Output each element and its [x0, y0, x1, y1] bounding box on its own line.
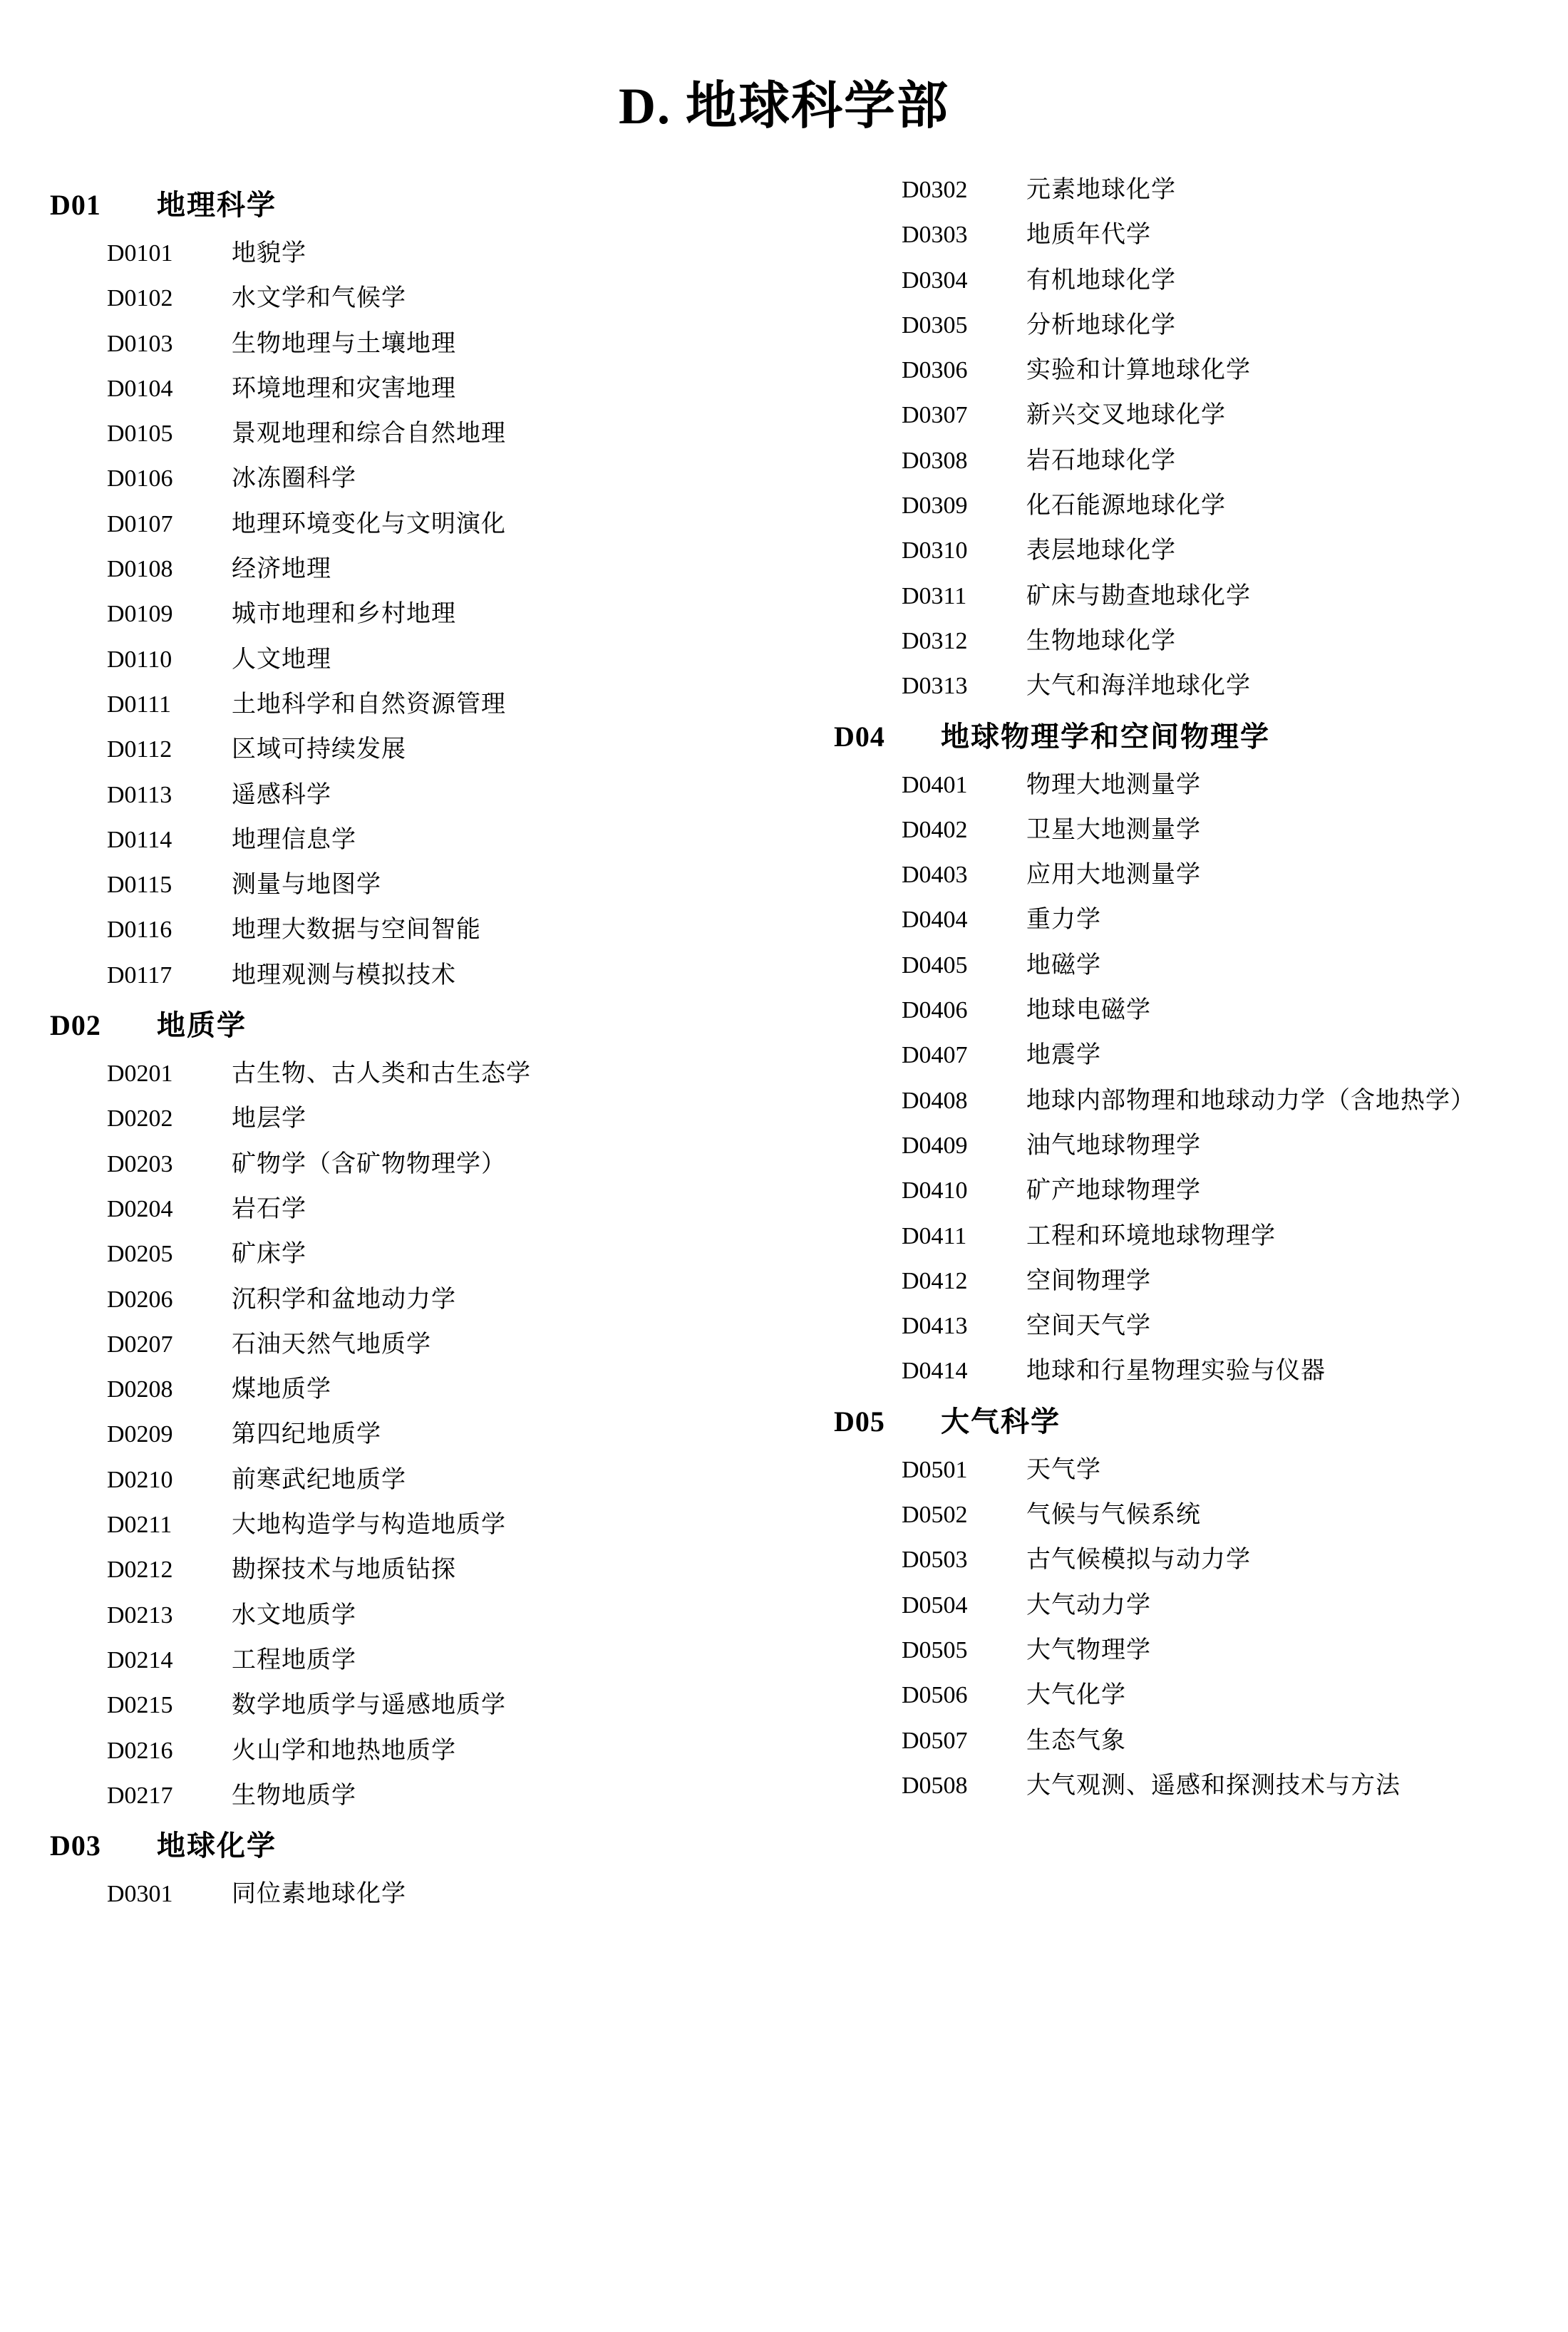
entry-code: D0412: [902, 1267, 968, 1294]
entry-code: D0306: [902, 357, 968, 384]
section-header: [50, 1823, 763, 1864]
entry-code: D0202: [107, 1105, 173, 1133]
entry-code: D0107: [107, 510, 173, 537]
entry-code: D0309: [902, 492, 968, 520]
section-header: [50, 182, 763, 223]
section-code: D02: [50, 1009, 101, 1042]
entry-name: 煤地质学: [232, 1376, 331, 1403]
list-item: [834, 488, 1518, 523]
entry-name: 空间物理学: [1026, 1267, 1151, 1294]
entry-name: 古气候模拟与动力学: [1026, 1547, 1251, 1574]
entry-code: D0203: [107, 1150, 173, 1177]
entry-name: 表层地球化学: [1026, 537, 1176, 564]
entry-name: 勘探技术与地质钻探: [232, 1557, 456, 1584]
list-item: [50, 1733, 763, 1768]
list-item: [50, 1101, 763, 1136]
list-item: [50, 1462, 763, 1497]
entry-code: D0101: [107, 240, 173, 267]
list-item: [50, 1778, 763, 1813]
discipline-section: [834, 172, 1518, 704]
list-item: [834, 1128, 1518, 1163]
list-item: [50, 507, 763, 542]
entry-code: D0508: [902, 1772, 968, 1799]
two-column-layout: [50, 172, 1518, 1921]
entry-code: D0102: [107, 285, 173, 312]
entry-name: 遥感科学: [232, 781, 331, 808]
entry-code: D0311: [902, 582, 967, 609]
list-item: [834, 1678, 1518, 1713]
entry-name: 古生物、古人类和古生态学: [232, 1061, 531, 1088]
list-item: [50, 1282, 763, 1317]
entry-code: D0110: [107, 646, 172, 673]
entry-name: 环境地理和灾害地理: [232, 375, 456, 402]
entry-name: 地质年代学: [1026, 222, 1151, 249]
entry-name: 经济地理: [232, 556, 331, 583]
entry-code: D0304: [902, 267, 968, 294]
entry-name: 地理观测与模拟技术: [232, 961, 456, 989]
list-item: [50, 1372, 763, 1407]
entry-code: D0113: [107, 781, 172, 808]
entry-code: D0307: [902, 402, 968, 429]
entry-code: D0201: [107, 1061, 173, 1088]
entry-name: 矿物学（含矿物物理学）: [232, 1150, 506, 1177]
list-item: [50, 1147, 763, 1182]
entry-name: 空间天气学: [1026, 1313, 1151, 1340]
list-item: [50, 461, 763, 496]
entry-code: D0409: [902, 1132, 968, 1159]
entry-code: D0112: [107, 736, 172, 763]
entry-code: D0402: [902, 816, 968, 843]
list-item: [50, 1056, 763, 1091]
entry-code: D0413: [902, 1313, 968, 1340]
entry-code: D0217: [107, 1782, 173, 1809]
entry-code: D0210: [107, 1466, 173, 1493]
list-item: [834, 579, 1518, 614]
entry-name: 测量与地图学: [232, 872, 381, 899]
entry-code: D0117: [107, 961, 172, 989]
list-item: [50, 1327, 763, 1362]
entry-code: D0216: [107, 1737, 173, 1764]
entry-name: 第四纪地质学: [232, 1421, 381, 1448]
list-item: [834, 1173, 1518, 1208]
entry-code: D0111: [107, 691, 172, 718]
entry-code: D0208: [107, 1376, 173, 1403]
entry-name: 地球和行星物理实验与仪器: [1026, 1358, 1326, 1385]
entry-name: 地理环境变化与文明演化: [232, 510, 506, 537]
entry-name: 地磁学: [1026, 951, 1101, 979]
page-title: D. 地球科学部: [619, 78, 949, 135]
list-item: [834, 443, 1518, 478]
entry-name: 生态气象: [1026, 1727, 1126, 1754]
list-item: [834, 993, 1518, 1028]
list-item: [834, 1497, 1518, 1532]
list-item: [834, 172, 1518, 207]
section-name: 地球化学: [157, 1830, 277, 1862]
entry-name: 岩石地球化学: [1026, 447, 1176, 474]
entry-name: 生物地理与土壤地理: [232, 330, 456, 357]
list-item: [50, 642, 763, 677]
list-item: [834, 1633, 1518, 1668]
entry-name: 地层学: [232, 1105, 306, 1133]
entry-code: D0503: [902, 1547, 968, 1574]
entry-name: 冰冻圈科学: [232, 465, 356, 492]
list-item: [834, 263, 1518, 298]
entry-name: 数学地质学与遥感地质学: [232, 1692, 506, 1719]
entry-code: D0215: [107, 1692, 173, 1719]
discipline-section: [50, 1823, 763, 1911]
list-item: [50, 912, 763, 947]
entry-name: 有机地球化学: [1026, 267, 1176, 294]
section-name: 大气科学: [941, 1405, 1061, 1438]
entry-name: 地震学: [1026, 1042, 1101, 1069]
entry-code: D0109: [107, 601, 173, 628]
entry-name: 应用大地测量学: [1026, 862, 1201, 889]
entry-name: 重力学: [1026, 907, 1101, 934]
entry-name: 地理大数据与空间智能: [232, 917, 481, 944]
list-item: [834, 1083, 1518, 1118]
entry-name: 大气观测、遥感和探测技术与方法: [1026, 1772, 1401, 1799]
list-item: [834, 1588, 1518, 1623]
entry-name: 大地构造学与构造地质学: [232, 1512, 506, 1539]
list-item: [834, 669, 1518, 703]
entry-name: 实验和计算地球化学: [1026, 357, 1251, 384]
entry-code: D0405: [902, 951, 968, 979]
list-item: [834, 948, 1518, 983]
entry-code: D0403: [902, 862, 968, 889]
list-item: [50, 326, 763, 361]
list-item: [50, 958, 763, 993]
entry-code: D0305: [902, 311, 968, 339]
list-item: [834, 768, 1518, 803]
entry-name: 矿产地球物理学: [1026, 1177, 1201, 1204]
discipline-section: [50, 1003, 763, 1813]
entry-code: D0211: [107, 1512, 172, 1539]
list-item: [50, 1192, 763, 1227]
section-header: [834, 714, 1518, 755]
list-item: [50, 1237, 763, 1271]
entry-name: 同位素地球化学: [232, 1881, 406, 1908]
entry-code: D0106: [107, 465, 173, 492]
list-item: [834, 1264, 1518, 1299]
entry-name: 大气化学: [1026, 1682, 1126, 1709]
list-item: [834, 857, 1518, 892]
list-item: [50, 236, 763, 271]
entry-name: 大气物理学: [1026, 1636, 1151, 1663]
entry-name: 土地科学和自然资源管理: [232, 691, 506, 718]
entry-name: 大气动力学: [1026, 1591, 1151, 1619]
entry-code: D0303: [902, 222, 968, 249]
section-header: [50, 1003, 763, 1043]
entry-name: 地球内部物理和地球动力学（含地热学）: [1026, 1087, 1475, 1114]
entry-name: 生物地球化学: [1026, 627, 1176, 654]
discipline-section: [834, 1399, 1518, 1803]
entry-name: 人文地理: [232, 646, 331, 673]
list-item: [834, 624, 1518, 659]
entry-code: D0108: [107, 556, 173, 583]
list-item: [50, 1552, 763, 1587]
entry-name: 火山学和地热地质学: [232, 1737, 456, 1764]
list-item: [834, 1309, 1518, 1343]
section-name: 地球物理学和空间物理学: [941, 720, 1270, 753]
entry-code: D0116: [107, 917, 172, 944]
entry-name: 水文地质学: [232, 1601, 356, 1629]
entry-code: D0115: [107, 872, 172, 899]
entry-code: D0414: [902, 1358, 968, 1385]
entry-name: 水文学和气候学: [232, 285, 406, 312]
section-code: D01: [50, 189, 101, 221]
entry-code: D0312: [902, 627, 968, 654]
entry-code: D0301: [107, 1881, 173, 1908]
list-item: [50, 1643, 763, 1678]
list-item: [50, 1417, 763, 1452]
entry-code: D0205: [107, 1241, 173, 1268]
list-item: [834, 217, 1518, 252]
list-item: [834, 1353, 1518, 1388]
entry-code: D0408: [902, 1087, 968, 1114]
section-code: D05: [834, 1405, 885, 1438]
entry-code: D0313: [902, 673, 968, 700]
entry-code: D0212: [107, 1557, 173, 1584]
list-item: [834, 812, 1518, 847]
entry-name: 景观地理和综合自然地理: [232, 421, 506, 448]
discipline-section: [50, 182, 763, 993]
entry-code: D0103: [107, 330, 173, 357]
entry-code: D0213: [107, 1601, 173, 1629]
left-column: [50, 172, 784, 1921]
entry-name: 地貌学: [232, 240, 306, 267]
list-item: [50, 822, 763, 857]
entry-name: 化石能源地球化学: [1026, 492, 1226, 520]
list-item: [50, 281, 763, 316]
entry-name: 矿床与勘查地球化学: [1026, 582, 1251, 609]
list-item: [50, 597, 763, 631]
section-code: D04: [834, 720, 885, 753]
list-item: [834, 1542, 1518, 1577]
entry-code: D0502: [902, 1502, 968, 1529]
entry-code: D0506: [902, 1682, 968, 1709]
discipline-section: [834, 714, 1518, 1389]
entry-name: 天气学: [1026, 1456, 1101, 1483]
entry-code: D0206: [107, 1286, 173, 1313]
list-item: [50, 687, 763, 722]
list-item: [50, 867, 763, 902]
list-item: [50, 1688, 763, 1723]
entry-code: D0411: [902, 1222, 967, 1249]
list-item: [834, 533, 1518, 568]
entry-code: D0501: [902, 1456, 968, 1483]
list-item: [50, 778, 763, 812]
entry-code: D0204: [107, 1195, 173, 1222]
entry-code: D0214: [107, 1646, 173, 1673]
list-item: [834, 1723, 1518, 1758]
list-item: [50, 1877, 763, 1911]
list-item: [834, 902, 1518, 937]
entry-name: 油气地球物理学: [1026, 1132, 1201, 1159]
entry-name: 矿床学: [232, 1241, 306, 1268]
list-item: [834, 1768, 1518, 1803]
entry-name: 地球电磁学: [1026, 997, 1151, 1024]
entry-name: 物理大地测量学: [1026, 771, 1201, 798]
entry-code: D0308: [902, 447, 968, 474]
entry-code: D0406: [902, 997, 968, 1024]
entry-code: D0105: [107, 421, 173, 448]
entry-name: 卫星大地测量学: [1026, 816, 1201, 843]
entry-code: D0209: [107, 1421, 173, 1448]
right-column: [784, 172, 1518, 1813]
entry-name: 石油天然气地质学: [232, 1331, 431, 1358]
entry-code: D0505: [902, 1636, 968, 1663]
entry-name: 沉积学和盆地动力学: [232, 1286, 456, 1313]
section-name: 地质学: [157, 1009, 247, 1042]
entry-name: 气候与气候系统: [1026, 1502, 1201, 1529]
entry-code: D0302: [902, 177, 968, 203]
entry-code: D0404: [902, 907, 968, 934]
section-header: [834, 1399, 1518, 1440]
list-item: [834, 308, 1518, 343]
entry-code: D0504: [902, 1591, 968, 1619]
entry-name: 大气和海洋地球化学: [1026, 673, 1251, 700]
list-item: [834, 1453, 1518, 1487]
list-item: [834, 353, 1518, 388]
entry-name: 区域可持续发展: [232, 736, 406, 763]
entry-name: 生物地质学: [232, 1782, 356, 1809]
entry-code: D0410: [902, 1177, 968, 1204]
entry-code: D0104: [107, 375, 173, 402]
entry-code: D0401: [902, 771, 968, 798]
section-name: 地理科学: [157, 189, 277, 221]
entry-code: D0407: [902, 1042, 968, 1069]
entry-name: 岩石学: [232, 1195, 306, 1222]
list-item: [50, 371, 763, 406]
entry-code: D0207: [107, 1331, 173, 1358]
list-item: [834, 1219, 1518, 1254]
list-item: [834, 1038, 1518, 1073]
list-item: [50, 732, 763, 767]
entry-name: 元素地球化学: [1026, 177, 1176, 203]
entry-name: 分析地球化学: [1026, 311, 1176, 339]
entry-name: 地理信息学: [232, 826, 356, 853]
entry-name: 工程和环境地球物理学: [1026, 1222, 1276, 1249]
entry-name: 新兴交叉地球化学: [1026, 402, 1226, 429]
entry-code: D0507: [902, 1727, 968, 1754]
entry-code: D0114: [107, 826, 172, 853]
list-item: [50, 1507, 763, 1542]
entry-name: 前寒武纪地质学: [232, 1466, 406, 1493]
entry-name: 城市地理和乡村地理: [232, 601, 456, 628]
list-item: [50, 416, 763, 451]
list-item: [50, 1598, 763, 1633]
entry-code: D0310: [902, 537, 968, 564]
entry-name: 工程地质学: [232, 1646, 356, 1673]
section-code: D03: [50, 1830, 101, 1862]
list-item: [834, 398, 1518, 433]
list-item: [50, 552, 763, 587]
